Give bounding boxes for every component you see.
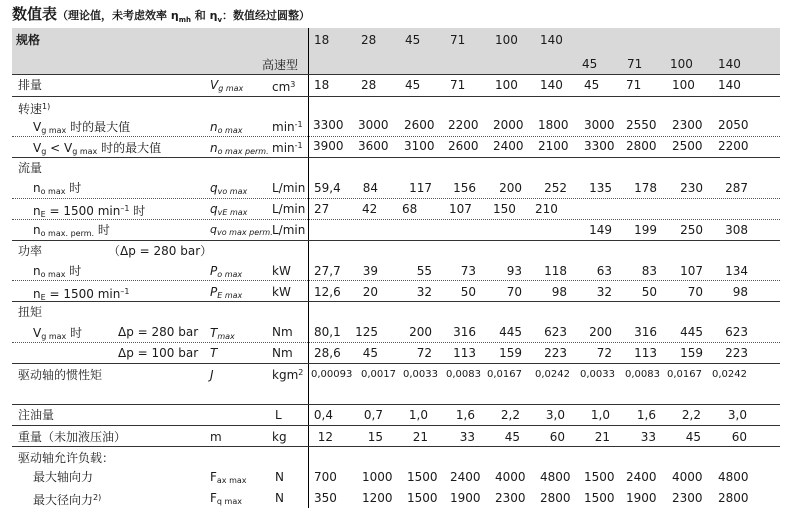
title-main: 数值表 — [12, 5, 58, 23]
table-cell: 63 — [596, 264, 612, 278]
separator — [12, 342, 780, 343]
table-cell: 1500 — [407, 470, 438, 484]
sym-axial: $F_{ax max}$ — [210, 470, 247, 485]
table-cell: 4800 — [718, 470, 749, 484]
table-cell: 3100 — [404, 139, 435, 153]
table-cell: 159 — [680, 346, 703, 360]
table-cell: 93 — [506, 264, 522, 278]
table-cell: 0,7 — [363, 408, 383, 422]
table-cell: 72 — [416, 346, 432, 360]
sym-displacement: $V_{g max}$ — [210, 78, 244, 93]
size-header-cell: 100 — [670, 57, 693, 71]
label-displacement: 排量 — [18, 78, 43, 92]
table-cell: 2200 — [448, 118, 479, 132]
table-cell: 1900 — [450, 491, 481, 505]
table-cell: 0,0083 — [446, 369, 481, 380]
unit-flow-perm: L/min — [272, 223, 306, 237]
size-header-cell: 71 — [627, 57, 643, 71]
label-torque-group: 扭矩 — [18, 305, 43, 319]
table-cell: 0,0167 — [667, 369, 702, 380]
table-cell: 1,0 — [590, 408, 610, 422]
table-cell: 73 — [460, 264, 476, 278]
table-cell: 32 — [416, 285, 432, 299]
label-flow-perm: $n_{o max. perm.}$ 时 — [33, 223, 110, 238]
table-cell: 199 — [634, 223, 657, 237]
size-header-cell: 18 — [314, 33, 330, 47]
separator — [12, 96, 780, 97]
unit-speed-perm: $\min^{-1}$ — [272, 141, 303, 155]
table-cell: 623 — [544, 325, 567, 339]
table-cell: 134 — [725, 264, 748, 278]
table-cell: 3,0 — [545, 408, 565, 422]
table-cell: 3900 — [313, 139, 344, 153]
unit-flow-max: L/min — [272, 181, 306, 195]
table-cell: 45 — [405, 78, 421, 92]
unit-flow-ne: L/min — [272, 202, 306, 216]
table-cell: 0,0083 — [625, 369, 660, 380]
table-cell: 1500 — [407, 491, 438, 505]
table-cell: 45 — [685, 430, 701, 444]
table-cell: 3600 — [358, 139, 389, 153]
label-speed-perm: $V_g < V_{g max}$ 时的最大值 — [33, 141, 162, 156]
table-cell: 150 — [493, 202, 516, 216]
label-inertia: 驱动轴的惯性矩 — [18, 368, 103, 382]
table-cell: 50 — [460, 285, 476, 299]
table-cell: 33 — [459, 430, 475, 444]
column-divider — [308, 28, 309, 508]
table-cell: 287 — [725, 181, 748, 195]
size-header-cell: 71 — [450, 33, 466, 47]
table-cell: 27,7 — [314, 264, 341, 278]
label-axial: 最大轴向力 — [33, 470, 94, 484]
table-cell: 28 — [361, 78, 377, 92]
table-cell: 149 — [589, 223, 612, 237]
sym-torque-100: T — [210, 346, 218, 360]
unit-torque-280: Nm — [272, 325, 293, 339]
table-cell: 200 — [499, 181, 522, 195]
table-title — [12, 3, 310, 24]
table-cell: 0,4 — [313, 408, 333, 422]
table-cell: 200 — [589, 325, 612, 339]
label-radial: 最大径向力$^{2)}$ — [33, 493, 102, 507]
table-cell: 2500 — [672, 139, 703, 153]
label-flow-group: 流量 — [18, 161, 43, 175]
table-cell: 2300 — [672, 491, 703, 505]
table-cell: 140 — [718, 78, 741, 92]
table-cell: 39 — [362, 264, 378, 278]
table-cell: 113 — [634, 346, 657, 360]
table-cell: 3300 — [313, 118, 344, 132]
table-cell: 252 — [544, 181, 567, 195]
label-oil: 注油量 — [18, 408, 55, 422]
unit-power-max: kW — [272, 264, 291, 278]
table-cell: 140 — [540, 78, 563, 92]
table-cell: 2000 — [493, 118, 524, 132]
table-cell: 4000 — [495, 470, 526, 484]
table-cell: 0,0242 — [712, 369, 747, 380]
label-flow-max: $n_{o max}$ 时 — [33, 181, 82, 196]
header-high-speed-label: 高速型 — [262, 58, 299, 72]
table-cell: 4000 — [672, 470, 703, 484]
table-cell: 135 — [589, 181, 612, 195]
label-load-group: 驱动轴允许负载： — [18, 451, 115, 465]
separator — [12, 280, 780, 281]
table-cell: 2400 — [450, 470, 481, 484]
table-cell: 100 — [495, 78, 518, 92]
sym-weight: m — [210, 430, 222, 444]
separator — [12, 198, 780, 199]
table-cell: 2,2 — [681, 408, 701, 422]
table-cell: 59,4 — [314, 181, 341, 195]
label-power-max: $n_{o max}$ 时 — [33, 264, 82, 279]
table-cell: 350 — [314, 491, 337, 505]
table-cell: 27 — [314, 202, 330, 216]
table-cell: 308 — [725, 223, 748, 237]
table-cell: 71 — [626, 78, 642, 92]
size-header-cell: 28 — [361, 33, 377, 47]
label-weight: 重量（未加液压油） — [18, 430, 127, 444]
table-cell: 2300 — [672, 118, 703, 132]
table-cell: 113 — [453, 346, 476, 360]
table-cell: 316 — [634, 325, 657, 339]
sym-power-max: $P_{o max}$ — [210, 264, 243, 279]
table-cell: 98 — [551, 285, 567, 299]
table-cell: 1800 — [538, 118, 569, 132]
unit-inertia: kgm$^2$ — [272, 368, 304, 382]
table-cell: 2300 — [495, 491, 526, 505]
table-cell: 210 — [535, 202, 558, 216]
label-speed-max: $V_{g max}$ 时的最大值 — [33, 120, 131, 135]
sym-power-ne: $P_{E max}$ — [210, 285, 243, 300]
size-header-cell: 100 — [495, 33, 518, 47]
table-cell: 20 — [362, 285, 378, 299]
table-cell: 2800 — [626, 139, 657, 153]
sym-torque-280: $T_{max}$ — [210, 326, 235, 341]
table-cell: 1,6 — [455, 408, 475, 422]
table-cell: 72 — [596, 346, 612, 360]
size-header-cell: 45 — [405, 33, 421, 47]
table-cell: 42 — [362, 202, 378, 216]
separator — [12, 404, 780, 405]
unit-oil: L — [275, 408, 282, 422]
unit-power-ne: kW — [272, 285, 291, 299]
table-cell: 2800 — [540, 491, 571, 505]
table-cell: 0,0242 — [535, 369, 570, 380]
table-cell: 223 — [725, 346, 748, 360]
table-cell: 84 — [362, 181, 378, 195]
torque-100-condition: Δp = 100 bar — [118, 346, 199, 360]
table-cell: 0,0017 — [361, 369, 396, 380]
table-cell: 100 — [672, 78, 695, 92]
table-cell: 2,2 — [500, 408, 520, 422]
unit-weight: kg — [272, 430, 287, 444]
table-cell: 250 — [680, 223, 703, 237]
label-flow-ne: $n_E = 1500$ $\min^{-1}$ 时 — [33, 204, 146, 219]
table-cell: 223 — [544, 346, 567, 360]
table-cell: 12 — [317, 430, 333, 444]
sym-inertia: J — [210, 368, 214, 382]
unit-axial: N — [275, 470, 284, 484]
separator — [12, 446, 780, 447]
table-cell: 33 — [640, 430, 656, 444]
table-cell: 80,1 — [314, 325, 341, 339]
unit-displacement: $cm^3$ — [272, 80, 296, 94]
size-header-cell: 140 — [540, 33, 563, 47]
table-cell: 2050 — [718, 118, 749, 132]
separator — [12, 363, 780, 364]
table-cell: 0,0033 — [403, 369, 438, 380]
table-cell: 107 — [449, 202, 472, 216]
table-cell: 2550 — [626, 118, 657, 132]
table-cell: 3,0 — [727, 408, 747, 422]
table-cell: 1,6 — [636, 408, 656, 422]
table-cell: 12,6 — [314, 285, 341, 299]
table-cell: 60 — [731, 430, 747, 444]
label-power-group: 功率 — [18, 244, 43, 258]
separator — [12, 74, 780, 75]
table-cell: 0,0167 — [487, 369, 522, 380]
table-cell: 1900 — [626, 491, 657, 505]
table-cell: 68 — [402, 202, 418, 216]
table-cell: 21 — [594, 430, 610, 444]
unit-speed-max: $\min^{-1}$ — [272, 120, 303, 134]
table-cell: 3300 — [584, 139, 615, 153]
sym-flow-max: $q_{vo max}$ — [210, 181, 248, 196]
table-cell: 98 — [732, 285, 748, 299]
table-cell: 700 — [314, 470, 337, 484]
table-cell: 2400 — [493, 139, 524, 153]
unit-torque-100: Nm — [272, 346, 293, 360]
table-cell: 4800 — [540, 470, 571, 484]
table-cell: 445 — [680, 325, 703, 339]
table-cell: 55 — [416, 264, 432, 278]
table-cell: 2100 — [538, 139, 569, 153]
label-torque-280: $V_{g max}$ 时 — [33, 326, 83, 341]
label-power-ne: $n_E = 1500$ $\min^{-1}$ — [33, 287, 130, 302]
table-cell: 1,0 — [408, 408, 428, 422]
power-condition: （Δp = 280 bar） — [108, 244, 213, 258]
sym-speed-max: $n_{o max}$ — [210, 120, 243, 135]
table-cell: 70 — [506, 285, 522, 299]
table-cell: 71 — [450, 78, 466, 92]
table-cell: 159 — [499, 346, 522, 360]
table-cell: 15 — [367, 430, 383, 444]
table-cell: 32 — [596, 285, 612, 299]
table-cell: 316 — [453, 325, 476, 339]
sym-radial: $F_{q max}$ — [210, 491, 242, 506]
table-cell: 1500 — [584, 470, 615, 484]
table-cell: 2600 — [448, 139, 479, 153]
table-cell: 2400 — [626, 470, 657, 484]
table-cell: 200 — [409, 325, 432, 339]
table-cell: 50 — [641, 285, 657, 299]
table-cell: 1000 — [362, 470, 393, 484]
table-cell: 70 — [687, 285, 703, 299]
table-cell: 1500 — [584, 491, 615, 505]
table-cell: 45 — [504, 430, 520, 444]
table-cell: 45 — [584, 78, 600, 92]
table-cell: 445 — [499, 325, 522, 339]
unit-radial: N — [275, 491, 284, 505]
size-header-cell: 140 — [718, 57, 741, 71]
table-cell: 0,0033 — [580, 369, 615, 380]
table-cell: 3000 — [358, 118, 389, 132]
table-cell: 2200 — [718, 139, 749, 153]
table-cell: 21 — [412, 430, 428, 444]
table-cell: 117 — [409, 181, 432, 195]
table-cell: 45 — [362, 346, 378, 360]
torque-280-condition: Δp = 280 bar — [118, 325, 199, 339]
separator — [12, 425, 780, 426]
table-cell: 125 — [355, 325, 378, 339]
table-cell: 28,6 — [314, 346, 341, 360]
table-cell: 18 — [314, 78, 330, 92]
table-cell: 2800 — [718, 491, 749, 505]
table-cell: 156 — [453, 181, 476, 195]
size-header-cell: 45 — [582, 57, 598, 71]
table-cell: 0,00093 — [311, 369, 353, 380]
table-cell: 60 — [549, 430, 565, 444]
table-cell: 107 — [680, 264, 703, 278]
header-spec-label: 规格 — [16, 33, 41, 47]
title-note: （理论值，未考虑效率 $\eta_{mh}$ 和 $\eta_v$：数值经过圆整） — [57, 9, 311, 25]
sym-flow-ne: $q_{vE max}$ — [210, 202, 248, 217]
table-cell: 118 — [544, 264, 567, 278]
table-cell: 2600 — [404, 118, 435, 132]
table-cell: 3000 — [584, 118, 615, 132]
label-speed-group: 转速$^{1)}$ — [18, 102, 51, 116]
sym-speed-perm: $n_{o max perm.}$ — [210, 141, 269, 156]
table-cell: 230 — [680, 181, 703, 195]
sym-flow-perm: $q_{vo max perm.}$ — [210, 223, 273, 237]
table-cell: 623 — [725, 325, 748, 339]
table-cell: 1200 — [362, 491, 393, 505]
table-cell: 178 — [634, 181, 657, 195]
table-cell: 83 — [641, 264, 657, 278]
separator — [12, 240, 780, 241]
